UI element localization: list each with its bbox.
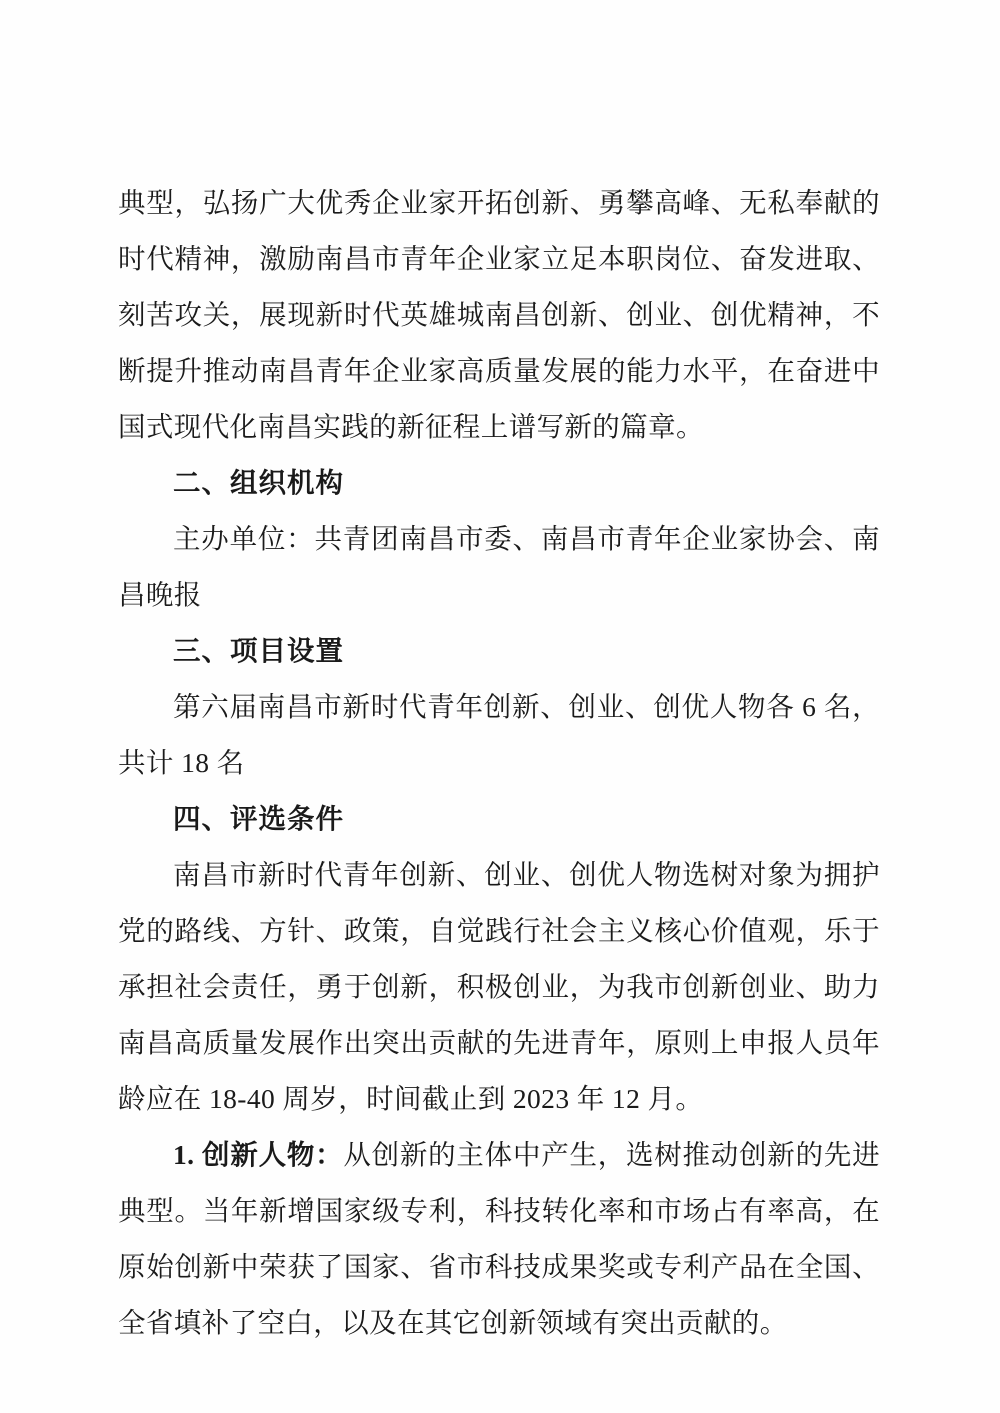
- paragraph-quota: 第六届南昌市新时代青年创新、创业、创优人物各 6 名，共计 18 名: [118, 691, 880, 778]
- paragraph-criteria: 南昌市新时代青年创新、创业、创优人物选树对象为拥护党的路线、方针、政策，自觉践行社会主义核心价值观，乐于承担社会责任，勇于创新，积极创业，为我市创新创业、助力南昌高质量发展作出突出贡献的先进青年，原则上申报人员年龄应在 18-40 周岁，时间截止到 2023 年 12 月。: [118, 859, 880, 1114]
- paragraph-continued: 典型，弘扬广大优秀企业家开拓创新、勇攀高峰、无私奉献的时代精神，激励南昌市青年企业家立足本职岗位、奋发进取、刻苦攻关，展现新时代英雄城南昌创新、创业、创优精神，不断提升推动南昌青年企业家高质量发展的能力水平，在奋进中国式现代化南昌实践的新征程上谱写新的篇章。: [118, 187, 880, 442]
- item-one-text: 从创新的主体中产生，选树推动创新的先进典型。当年新增国家级专利，科技转化率和市场占有率高，在原始创新中荣获了国家、省市科技成果奖或专利产品在全国、全省填补了空白，以及在其它创新领域有突出贡献的。: [118, 1139, 880, 1338]
- section-heading-three: 三、项目设置: [173, 635, 344, 666]
- item-one-lead: 1. 创新人物：: [173, 1139, 344, 1170]
- paragraph-item-one: [118, 1127, 880, 1351]
- paragraph-organizers: 主办单位：共青团南昌市委、南昌市青年企业家协会、南昌晚报: [118, 523, 880, 610]
- document-body: [118, 175, 880, 1351]
- section-heading-two: 二、组织机构: [173, 467, 344, 498]
- section-heading-four: 四、评选条件: [173, 803, 344, 834]
